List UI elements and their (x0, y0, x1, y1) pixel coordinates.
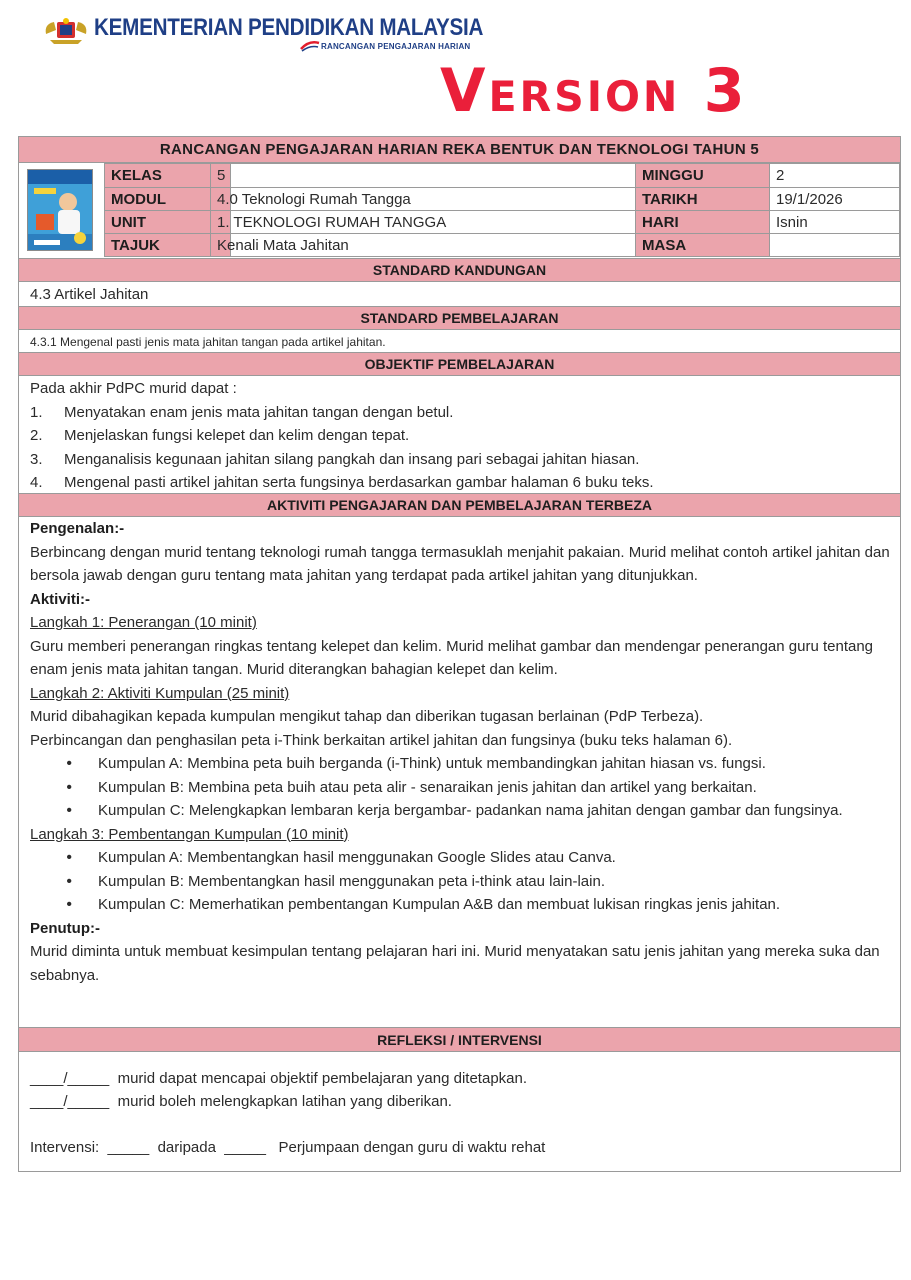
standard-kandungan-heading: STANDARD KANDUNGAN (19, 258, 900, 282)
list-item: • Kumpulan B: Membentangkan hasil menggunakan peta i-think atau lain-lain. (66, 872, 605, 890)
objektif-item: 2. Menjelaskan fungsi kelepet dan kelim dengan tepat. (30, 427, 410, 444)
objektif-intro: Pada akhir PdPC murid dapat : (30, 380, 237, 397)
langkah1-title: Langkah 1: Penerangan (10 minit) (30, 614, 257, 631)
tarikh-value: 19/1/2026 (769, 187, 900, 211)
list-item: • Kumpulan B: Membina peta buih atau peta alir - senaraikan jenis jahitan dan artikel yang berkaitan. (66, 778, 757, 796)
standard-pembelajaran-heading: STANDARD PEMBELAJARAN (19, 306, 900, 330)
objektif-heading: OBJEKTIF PEMBELAJARAN (19, 352, 900, 376)
version-label: Version 3 (440, 56, 748, 126)
textbook-cover-image (27, 169, 93, 251)
refleksi-heading: REFLEKSI / INTERVENSI (19, 1027, 900, 1052)
masa-value (769, 233, 900, 257)
objektif-item: 3. Menganalisis kegunaan jahitan silang pangkah dan insang pari sebagai jahitan hiasan. (30, 450, 640, 468)
unit-label: UNIT (104, 210, 231, 234)
langkah2-title: Langkah 2: Aktiviti Kumpulan (25 minit) (30, 684, 290, 702)
lesson-plan-table (18, 136, 901, 1172)
tajuk-value: Kenali Mata Jahitan (210, 233, 636, 257)
objektif-item: 4. Mengenal pasti artikel jahitan serta fungsinya berdasarkan gambar halaman 6 buku teks. (30, 474, 654, 491)
aktiviti-label: Aktiviti:- (30, 590, 90, 608)
modul-label: MODUL (104, 187, 231, 211)
refleksi-line1: ____/_____ murid dapat mencapai objektif pembelajaran yang ditetapkan. (30, 1070, 528, 1087)
objektif-list (30, 377, 890, 495)
standard-pembelajaran-text: 4.3.1 Mengenal pasti jenis mata jahitan tangan pada artikel jahitan. (30, 335, 386, 349)
pengenalan-label: Pengenalan:- (30, 520, 125, 537)
langkah2-text2: Perbincangan dan penghasilan peta i-Think berkaitan artikel jahitan dan fungsinya (buku teks halaman 6). (30, 731, 733, 749)
langkah1-text: Guru memberi penerangan ringkas tentang kelepet dan kelim. Murid melihat gambar dan mendengar penerangan guru tentang enam jenis mata jahitan tangan. Murid diterangkan bahagian kelepet dan kelim. (30, 637, 874, 678)
list-item: • Kumpulan A: Membentangkan hasil menggunakan Google Slides atau Canva. (66, 849, 616, 866)
penutup-label: Penutup:- (30, 919, 100, 937)
kelas-label: KELAS (104, 163, 231, 188)
minggu-label: MINGGU (635, 163, 770, 188)
modul-value: 4.0 Teknologi Rumah Tangga (210, 187, 636, 211)
intervensi-line: Intervensi: _____ daripada _____ Perjumpaan dengan guru di waktu rehat (30, 1139, 546, 1156)
langkah3-title: Langkah 3: Pembentangan Kumpulan (10 minit) (30, 825, 349, 843)
aktiviti-body (30, 517, 892, 987)
hari-value: Isnin (769, 210, 900, 234)
unit-value: 1. TEKNOLOGI RUMAH TANGGA (210, 210, 636, 234)
list-item: • Kumpulan C: Melengkapkan lembaran kerja bergambar- padankan nama jahitan dengan gambar dan fungsinya. (66, 802, 843, 819)
malaysia-crest-icon (42, 16, 90, 46)
standard-kandungan-text: 4.3 Artikel Jahitan (30, 286, 149, 303)
objektif-item: 1. Menyatakan enam jenis mata jahitan tangan dengan betul. (30, 403, 454, 421)
aktiviti-heading: AKTIVITI PENGAJARAN DAN PEMBELAJARAN TERBEZA (19, 493, 900, 517)
list-item: • Kumpulan A: Membina peta buih berganda (i-Think) untuk membandingkan jahitan hiasan vs. fungsi. (66, 755, 766, 772)
tarikh-label: TARIKH (635, 187, 770, 211)
minggu-value: 2 (769, 163, 900, 188)
refleksi-line2: ____/_____ murid boleh melengkapkan latihan yang diberikan. (30, 1093, 452, 1110)
penutup-text: Murid diminta untuk membuat kesimpulan tentang pelajaran hari ini. Murid menyatakan satu jenis jahitan yang mereka suka dan sebabnya. (30, 943, 880, 984)
tajuk-label: TAJUK (104, 233, 231, 257)
masa-label: MASA (635, 233, 770, 257)
langkah2-text1: Murid dibahagikan kepada kumpulan mengikut tahap dan diberikan tugasan berlainan (PdP Terbeza). (30, 708, 704, 725)
ministry-header (42, 14, 547, 52)
hari-label: HARI (635, 210, 770, 234)
ministry-subtitle: RANCANGAN PENGAJARAN HARIAN (321, 41, 471, 51)
kelas-value: 5 (210, 163, 636, 188)
page-title: RANCANGAN PENGAJARAN HARIAN REKA BENTUK DAN TEKNOLOGI TAHUN 5 (19, 136, 900, 163)
pengenalan-text: Berbincang dengan murid tentang teknologi rumah tangga termasuklah menjahit pakaian. Murid melihat contoh artikel jahitan dan bersola jawab dengan guru tentang mata jahitan yang terdapat pada artikel jahitan yang ditunjukkan. (30, 543, 890, 584)
ministry-name: KEMENTERIAN PENDIDIKAN MALAYSIA (94, 14, 484, 41)
list-item: • Kumpulan C: Memerhatikan pembentangan Kumpulan A&B dan membuat lukisan ringkas jenis jahitan. (66, 896, 781, 913)
